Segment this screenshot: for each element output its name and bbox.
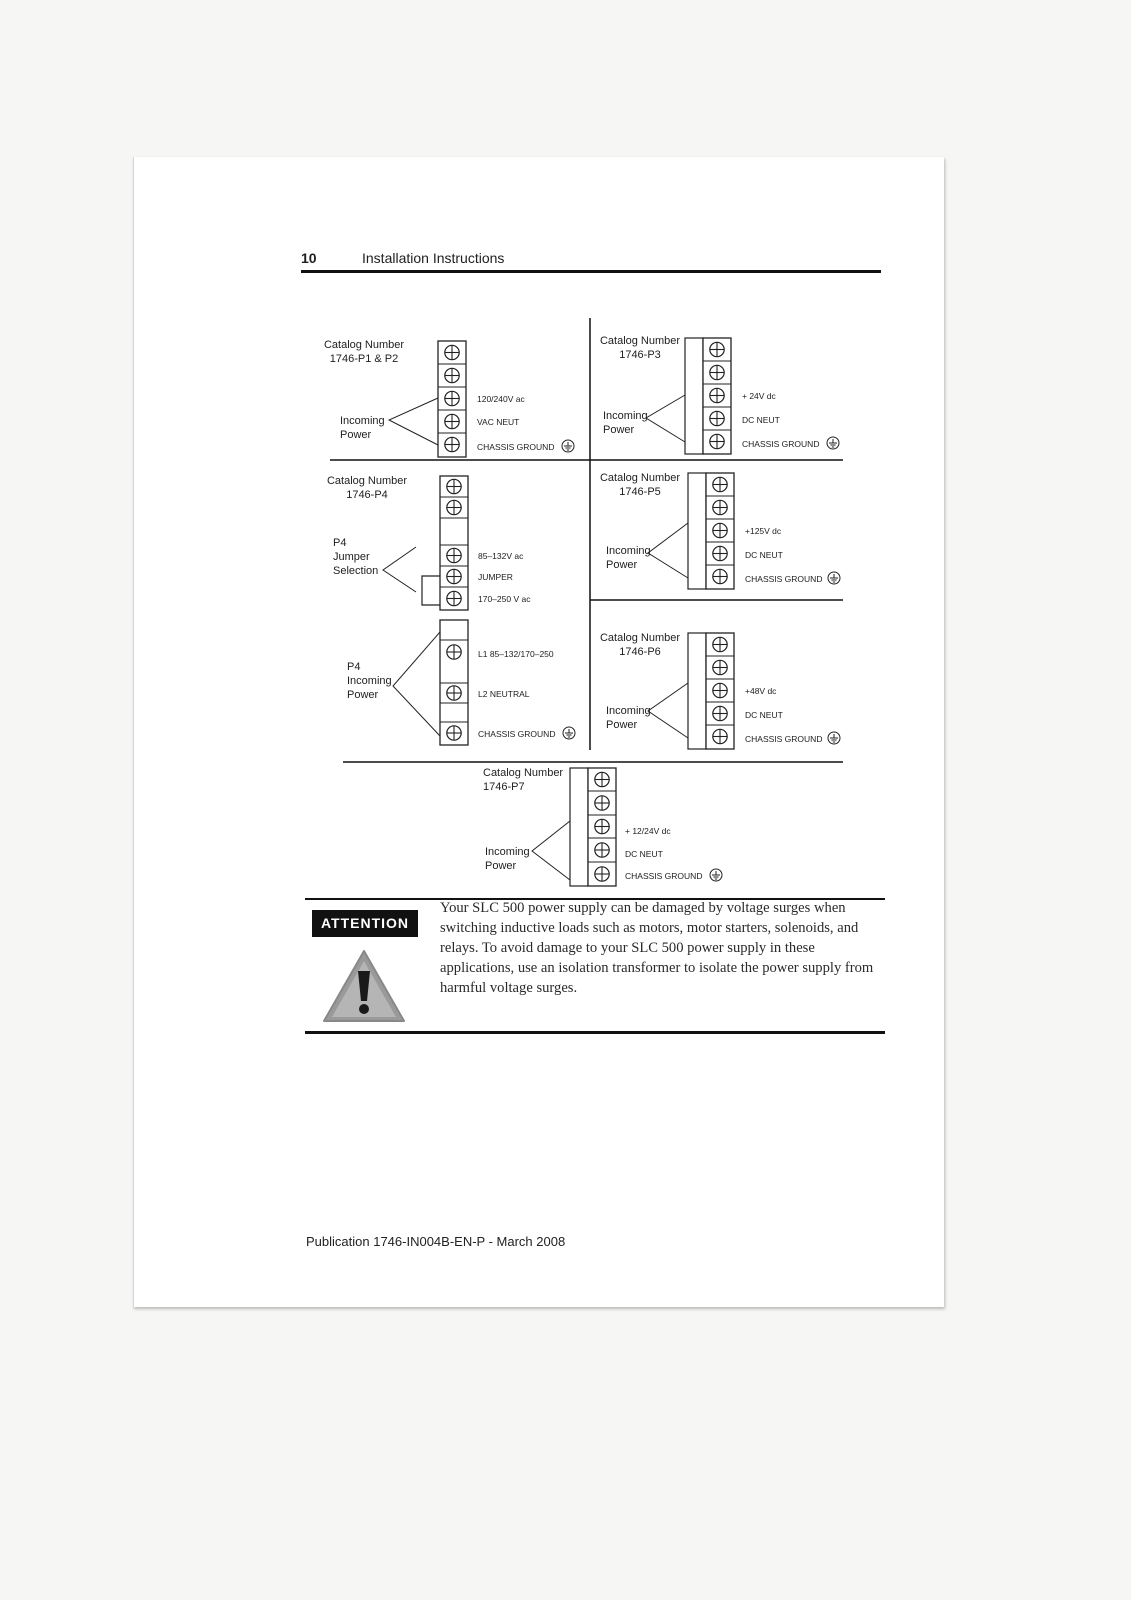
svg-text:1746-P4: 1746-P4 [346, 489, 388, 501]
svg-text:Catalog Number: Catalog Number [483, 767, 564, 779]
svg-text:170–250 V ac: 170–250 V ac [478, 594, 531, 604]
svg-text:Catalog Number: Catalog Number [326, 475, 408, 487]
svg-text:+ 12/24V dc: + 12/24V dc [625, 826, 671, 836]
svg-text:Power: Power [340, 429, 372, 441]
svg-text:DC NEUT: DC NEUT [742, 415, 780, 425]
diagram-p4 [327, 475, 575, 745]
svg-text:L1 85–132/170–250: L1 85–132/170–250 [478, 649, 554, 659]
svg-text:Power: Power [606, 719, 638, 731]
svg-text:Power: Power [485, 860, 517, 872]
svg-text:CHASSIS GROUND: CHASSIS GROUND [478, 729, 556, 739]
ground-icon [562, 440, 574, 452]
svg-text:DC NEUT: DC NEUT [745, 550, 783, 560]
ground-icon [710, 869, 722, 881]
svg-text:P4: P4 [333, 537, 347, 549]
svg-text:Power: Power [603, 424, 635, 436]
svg-text:Catalog Number: Catalog Number [323, 339, 405, 351]
svg-text:Incoming: Incoming [603, 410, 648, 422]
page-number: 10 [301, 250, 317, 266]
svg-text:Incoming: Incoming [606, 705, 651, 717]
page-header-title: Installation Instructions [362, 250, 505, 266]
svg-text:P4: P4 [347, 661, 361, 673]
svg-text:Selection: Selection [333, 565, 379, 577]
ground-icon [828, 572, 840, 584]
svg-text:Jumper: Jumper [333, 551, 370, 563]
svg-text:Incoming: Incoming [606, 545, 651, 557]
svg-text:1746-P6: 1746-P6 [619, 646, 661, 658]
svg-text:+ 24V dc: + 24V dc [742, 391, 776, 401]
svg-text:+125V dc: +125V dc [745, 526, 782, 536]
svg-text:Incoming: Incoming [485, 846, 530, 858]
attention-badge: ATTENTION [312, 910, 418, 937]
diagram-p3 [600, 335, 839, 454]
attention-message: Your SLC 500 power supply can be damaged by voltage surges when switching inductive loads such as motors, motor starters, solenoids, and relays. To avoid damage to your SLC 500 power supply in these applications, use an isolation transformer to isolate the power supply from harmful voltage surges. [440, 900, 874, 996]
svg-text:85–132V ac: 85–132V ac [478, 551, 524, 561]
svg-text:1746-P7: 1746-P7 [483, 781, 525, 793]
ground-icon [828, 732, 840, 744]
svg-text:Power: Power [347, 689, 379, 701]
svg-text:+48V dc: +48V dc [745, 686, 777, 696]
svg-text:Catalog Number: Catalog Number [599, 335, 681, 347]
svg-text:L2 NEUTRAL: L2 NEUTRAL [478, 689, 530, 699]
svg-text:Catalog Number: Catalog Number [599, 472, 681, 484]
attention-bottom-rule [305, 1031, 885, 1034]
svg-text:1746-P3: 1746-P3 [619, 349, 661, 361]
diagram-p7 [483, 767, 722, 886]
svg-text:VAC NEUT: VAC NEUT [477, 417, 520, 427]
svg-text:1746-P1 & P2: 1746-P1 & P2 [329, 353, 399, 365]
svg-text:1746-P5: 1746-P5 [619, 486, 661, 498]
svg-text:Incoming: Incoming [340, 415, 385, 427]
diagram-p5 [600, 472, 840, 589]
svg-text:CHASSIS GROUND: CHASSIS GROUND [477, 442, 555, 452]
svg-text:Power: Power [606, 559, 638, 571]
svg-text:Catalog Number: Catalog Number [599, 632, 681, 644]
warning-triangle-icon [320, 947, 408, 1025]
svg-text:DC NEUT: DC NEUT [745, 710, 783, 720]
svg-text:CHASSIS GROUND: CHASSIS GROUND [745, 734, 823, 744]
svg-text:CHASSIS GROUND: CHASSIS GROUND [742, 439, 820, 449]
svg-text:CHASSIS GROUND: CHASSIS GROUND [745, 574, 823, 584]
ground-icon [827, 437, 839, 449]
svg-text:120/240V ac: 120/240V ac [477, 394, 525, 404]
diagram-p6 [600, 632, 840, 749]
svg-text:CHASSIS GROUND: CHASSIS GROUND [625, 871, 703, 881]
publication-footer: Publication 1746-IN004B-EN-P - March 2008 [306, 1234, 566, 1249]
ground-icon [563, 727, 575, 739]
svg-text:Incoming: Incoming [347, 675, 392, 687]
svg-text:JUMPER: JUMPER [478, 572, 513, 582]
svg-text:DC NEUT: DC NEUT [625, 849, 663, 859]
diagram-p1p2 [324, 339, 574, 457]
